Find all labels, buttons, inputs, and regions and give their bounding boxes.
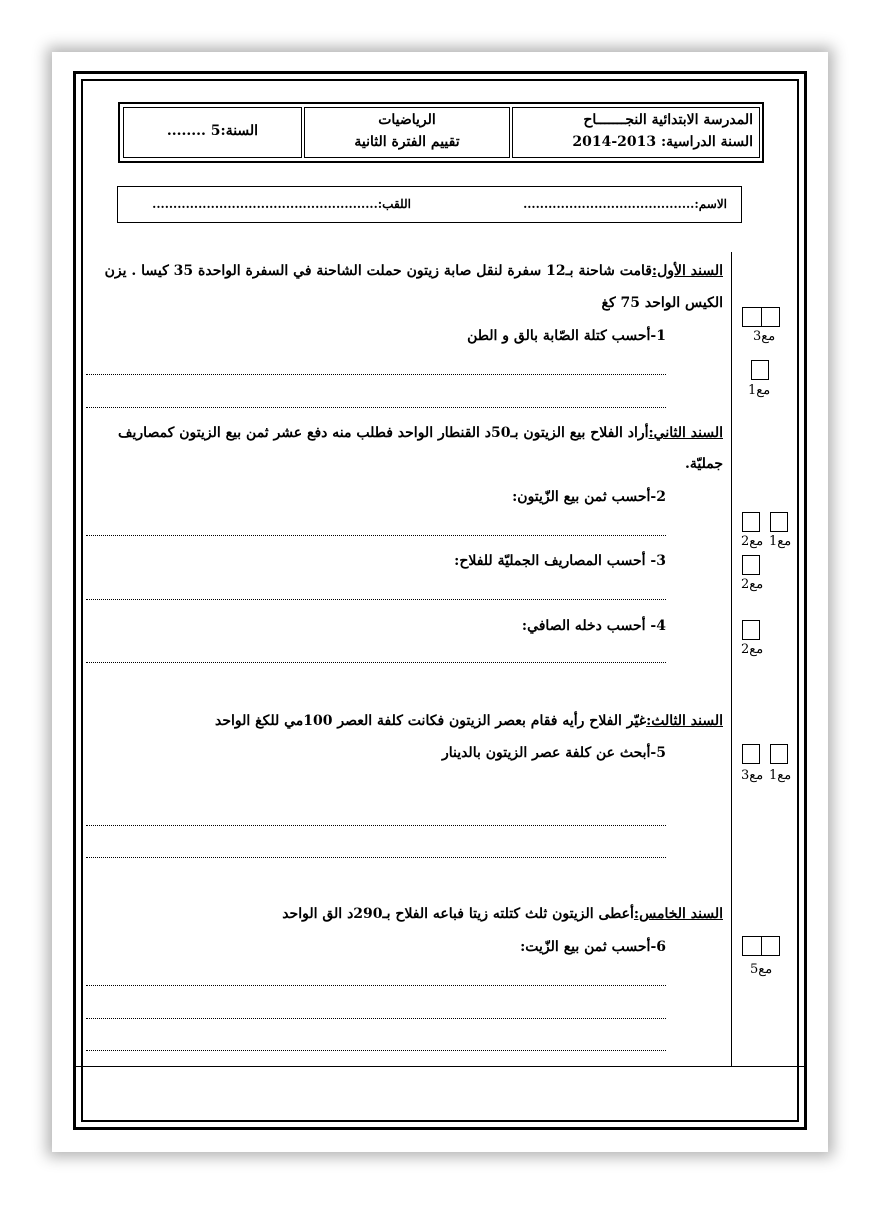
- score-box[interactable]: [770, 744, 788, 764]
- criterion-label: مع3: [741, 768, 764, 783]
- score-box[interactable]: [742, 307, 780, 327]
- criterion-label: مع1: [769, 768, 792, 783]
- question-1: 1-أحسب كتلة الصّابة بالق و الطن: [467, 328, 666, 344]
- section-5-title: السند الخامس:: [633, 906, 723, 922]
- answer-line[interactable]: [86, 374, 666, 375]
- answer-line[interactable]: [86, 857, 666, 858]
- question-4: 4- أحسب دخله الصافي:: [521, 618, 666, 634]
- criterion-label: مع2: [741, 577, 764, 592]
- section-3-line1: غيّر الفلاح رأيه فقام بعصر الزيتون فكانت كلفة العصر 100مي للكغ الواحد: [215, 713, 647, 729]
- score-box[interactable]: [742, 744, 760, 764]
- section-3-text: [215, 713, 723, 729]
- section-1-text: [105, 263, 723, 279]
- grading-column-divider: [731, 252, 732, 1067]
- criterion-label: مع3: [753, 329, 776, 344]
- header-table: [118, 102, 764, 163]
- name-field[interactable]: الاسم:.........................................: [523, 197, 727, 211]
- section-1-title: السند الأول:: [651, 263, 723, 279]
- answer-line[interactable]: [86, 825, 666, 826]
- answer-line[interactable]: [86, 985, 666, 986]
- answer-line[interactable]: [86, 535, 666, 536]
- question-6: 6-أحسب ثمن بيع الزّيت:: [520, 939, 666, 955]
- section-5-line1: أعطى الزيتون ثلث كتلته زيتا فباعه الفلاح بـ290د الق الواحد: [282, 906, 634, 922]
- section-3-title: السند الثالث:: [646, 713, 723, 729]
- answer-line[interactable]: [86, 1050, 666, 1051]
- section-2-line1: أراد الفلاح بيع الزيتون بـ50د القنطار الواحد فطلب منه دفع عشر ثمن بيع الزيتون كمصاريف: [118, 425, 649, 441]
- section-1-line2: الكيس الواحد 75 كغ: [601, 295, 723, 311]
- surname-field[interactable]: اللقب:......................................................: [152, 197, 411, 211]
- school-year: السنة الدراسية: 2013-2014: [572, 134, 753, 150]
- criterion-label: مع2: [741, 642, 764, 657]
- score-box[interactable]: [742, 936, 780, 956]
- school-name: المدرسة الابتدائية النجـــــــاح: [583, 112, 753, 128]
- question-5: 5-أبحث عن كلفة عصر الزيتون بالدينار: [441, 745, 666, 761]
- evaluation-title: تقييم الفترة الثانية: [354, 134, 460, 150]
- answer-line[interactable]: [86, 1018, 666, 1019]
- criterion-label: مع2: [741, 534, 764, 549]
- section-2-line2: جمليّة.: [685, 456, 723, 472]
- criterion-label: مع5: [750, 962, 773, 977]
- question-3: 3- أحسب المصاريف الجمليّة للفلاح:: [454, 553, 666, 569]
- grade-label: السنة:5 ........: [166, 123, 259, 139]
- answer-line[interactable]: [86, 407, 666, 408]
- section-2-text: [118, 425, 723, 441]
- score-box[interactable]: [742, 620, 760, 640]
- criterion-label: مع1: [748, 383, 771, 398]
- section-1-line1: قامت شاحنة بـ12 سفرة لنقل صابة زيتون حملت الشاحنة في السفرة الواحدة 35 كيسا . يزن: [104, 263, 652, 279]
- student-info-box: [117, 186, 742, 223]
- score-box[interactable]: [751, 360, 769, 380]
- section-5-text: [282, 906, 723, 922]
- subject-title: الرياضيات: [378, 112, 436, 128]
- criterion-label: مع1: [769, 534, 792, 549]
- score-box[interactable]: [770, 512, 788, 532]
- score-box[interactable]: [742, 555, 760, 575]
- inner-border: [81, 79, 799, 1122]
- score-box[interactable]: [742, 512, 760, 532]
- question-2: 2-أحسب ثمن بيع الزّيتون:: [512, 489, 666, 505]
- header-subject-cell: [304, 107, 510, 158]
- header-school-cell: [512, 107, 760, 158]
- answer-line[interactable]: [86, 662, 666, 663]
- answer-line[interactable]: [86, 599, 666, 600]
- section-2-title: السند الثاني:: [648, 425, 723, 441]
- bottom-divider: [74, 1066, 807, 1067]
- header-grade-cell: [123, 107, 302, 158]
